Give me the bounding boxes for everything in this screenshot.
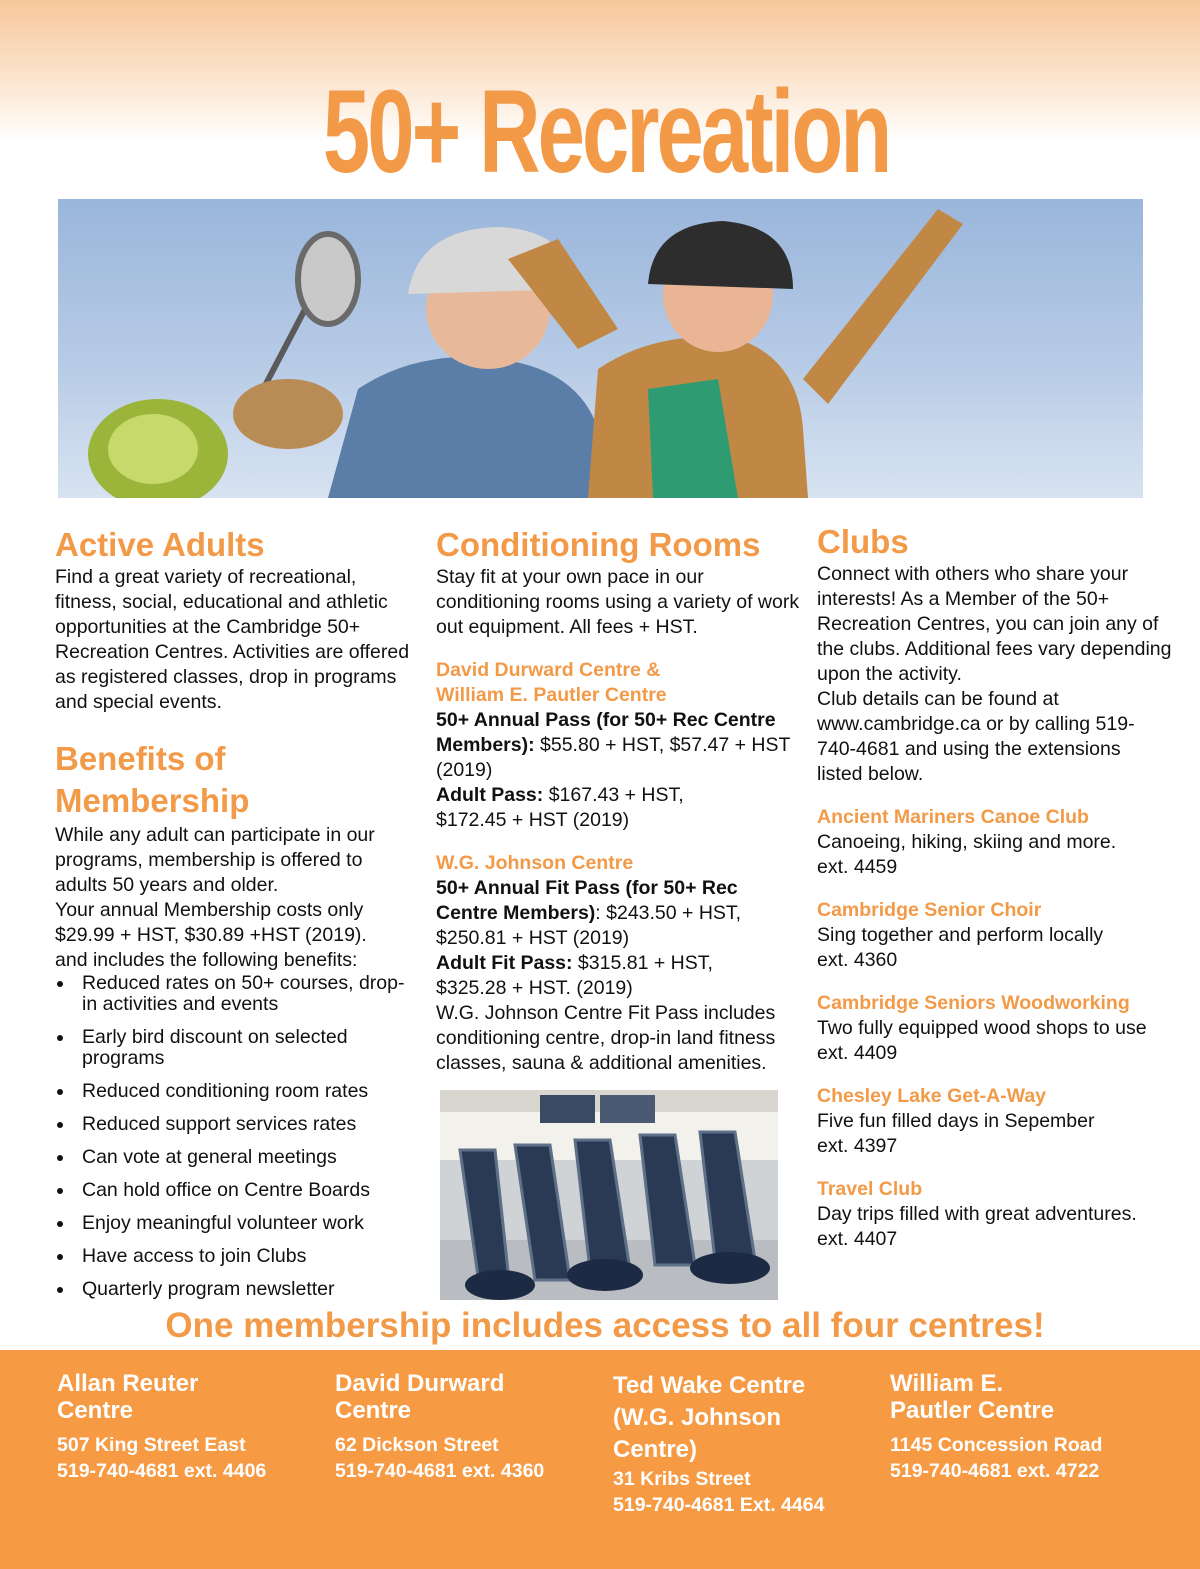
list-item: Have access to join Clubs bbox=[55, 1246, 415, 1267]
club-name: Cambridge Senior Choir bbox=[817, 899, 1042, 921]
centre-william-pautler bbox=[890, 1370, 1102, 1484]
club-ext: ext. 4459 bbox=[817, 856, 898, 878]
club-ext: ext. 4407 bbox=[817, 1228, 898, 1250]
active-adults-text: Find a great variety of recreational, fitness, social, educational and athletic opportunities at the Cambridge 50+ Recreation Centres. Activities are offered as registered classes, drop in programs and special events. bbox=[55, 566, 410, 713]
column-right bbox=[817, 525, 1177, 1252]
wg-text: W.G. Johnson Centre Fit Pass includes conditioning centre, drop-in land fitness classes, sauna & additional amenities. bbox=[436, 1002, 776, 1074]
pass-2-label: Adult Pass: bbox=[436, 784, 544, 806]
centre-name: Centre bbox=[335, 1397, 412, 1424]
gym-photo bbox=[440, 1090, 778, 1300]
club-desc: Five fun filled days in Sepember bbox=[817, 1110, 1095, 1132]
centre-name: Centre) bbox=[613, 1436, 698, 1463]
list-item: Reduced conditioning room rates bbox=[55, 1081, 415, 1102]
wg-heading: W.G. Johnson Centre bbox=[436, 852, 634, 874]
pass-1-value: $55.80 + HST, $57.47 + HST (2019) bbox=[436, 734, 791, 781]
club-name: Travel Club bbox=[817, 1178, 923, 1200]
centre-name: David Durward bbox=[335, 1370, 505, 1397]
list-item: Reduced support services rates bbox=[55, 1114, 415, 1135]
centre-name: (W.G. Johnson bbox=[613, 1404, 781, 1431]
club-desc: Sing together and perform locally bbox=[817, 924, 1104, 946]
tagline: One membership includes access to all four centres! bbox=[165, 1306, 1045, 1345]
club-ext: ext. 4409 bbox=[817, 1042, 898, 1064]
column-left bbox=[55, 525, 415, 1300]
pass-3 bbox=[436, 876, 776, 951]
clubs-text-2: Club details can be found at www.cambridge.ca or by calling 519-740-4681 and using the extensions listed below. bbox=[817, 688, 1135, 785]
page-title: 50+ Recreation bbox=[322, 66, 890, 198]
clubs-text: Connect with others who share your interests! As a Member of the 50+ Recreation Centres, you can join any of the clubs. Additional fees vary depending upon the activity. bbox=[817, 563, 1172, 685]
benefits-intro-1: While any adult can participate in our programs, membership is offered to adults 50 years and older. bbox=[55, 824, 375, 896]
list-item: Early bird discount on selected programs bbox=[55, 1027, 415, 1069]
club-desc: Two fully equipped wood shops to use bbox=[817, 1017, 1147, 1039]
centre-name: Pautler Centre bbox=[890, 1397, 1055, 1424]
benefits-intro-2: Your annual Membership costs only $29.99 + HST, $30.89 +HST (2019). bbox=[55, 899, 367, 946]
centre-phone: 519-740-4681 ext. 4722 bbox=[890, 1460, 1100, 1482]
centre-phone: 519-740-4681 Ext. 4464 bbox=[613, 1494, 825, 1516]
benefits-heading-line1: Benefits of bbox=[55, 740, 226, 777]
pass-4-label: Adult Fit Pass: bbox=[436, 952, 573, 974]
pass-4-value: $315.81 + HST, $325.28 + HST. (2019) bbox=[436, 952, 713, 999]
pass-3-label: 50+ Annual Fit Pass (for 50+ Rec Centre Members) bbox=[436, 877, 738, 924]
column-middle bbox=[436, 525, 806, 1076]
centre-ted-wake bbox=[613, 1370, 824, 1518]
list-item: Can vote at general meetings bbox=[55, 1147, 415, 1168]
pass-1-label: 50+ Annual Pass (for 50+ Rec Centre Members): bbox=[436, 709, 776, 756]
dd-heading: David Durward Centre & William E. Pautler Centre bbox=[436, 659, 667, 706]
conditioning-text: Stay fit at your own pace in our conditioning rooms using a variety of work out equipment. All fees + HST. bbox=[436, 566, 800, 638]
list-item: Reduced rates on 50+ courses, drop-in activities and events bbox=[55, 973, 415, 1015]
list-item: Can hold office on Centre Boards bbox=[55, 1180, 415, 1201]
benefits-heading-line2: Membership bbox=[55, 782, 250, 819]
centre-address: 31 Kribs Street bbox=[613, 1468, 751, 1490]
centre-name: Centre bbox=[57, 1397, 134, 1424]
club-ext: ext. 4397 bbox=[817, 1135, 898, 1157]
clubs-heading: Clubs bbox=[817, 523, 909, 560]
club-name: Ancient Mariners Canoe Club bbox=[817, 806, 1089, 828]
pass-2-value: $167.43 + HST, $172.45 + HST (2019) bbox=[436, 784, 684, 831]
footer-centres bbox=[0, 1350, 1200, 1569]
centre-address: 1145 Concession Road bbox=[890, 1434, 1103, 1456]
pass-2 bbox=[436, 783, 736, 833]
centre-david-durward bbox=[335, 1370, 544, 1484]
club-desc: Day trips filled with great adventures. bbox=[817, 1203, 1137, 1225]
club-ext: ext. 4360 bbox=[817, 949, 898, 971]
benefits-intro-3: and includes the following benefits: bbox=[55, 949, 358, 971]
club-name: Chesley Lake Get-A-Way bbox=[817, 1085, 1047, 1107]
centre-name: Allan Reuter bbox=[57, 1370, 199, 1397]
pass-1 bbox=[436, 708, 806, 783]
centre-phone: 519-740-4681 ext. 4360 bbox=[335, 1460, 545, 1482]
pass-3-value: : $243.50 + HST, $250.81 + HST (2019) bbox=[436, 902, 742, 949]
club-name: Cambridge Seniors Woodworking bbox=[817, 992, 1130, 1014]
benefits-list bbox=[55, 973, 415, 1300]
list-item: Enjoy meaningful volunteer work bbox=[55, 1213, 415, 1234]
active-adults-heading: Active Adults bbox=[55, 526, 265, 563]
hero-photo bbox=[58, 199, 1143, 498]
centre-phone: 519-740-4681 ext. 4406 bbox=[57, 1460, 267, 1482]
conditioning-heading: Conditioning Rooms bbox=[436, 526, 761, 563]
list-item: Quarterly program newsletter bbox=[55, 1279, 415, 1300]
centre-name: Ted Wake Centre bbox=[613, 1372, 806, 1399]
club-desc: Canoeing, hiking, skiing and more. bbox=[817, 831, 1117, 853]
centre-address: 62 Dickson Street bbox=[335, 1434, 499, 1456]
centre-name: William E. bbox=[890, 1370, 1004, 1397]
centre-allan-reuter bbox=[57, 1370, 266, 1484]
pass-4 bbox=[436, 951, 746, 1001]
centre-address: 507 King Street East bbox=[57, 1434, 246, 1456]
